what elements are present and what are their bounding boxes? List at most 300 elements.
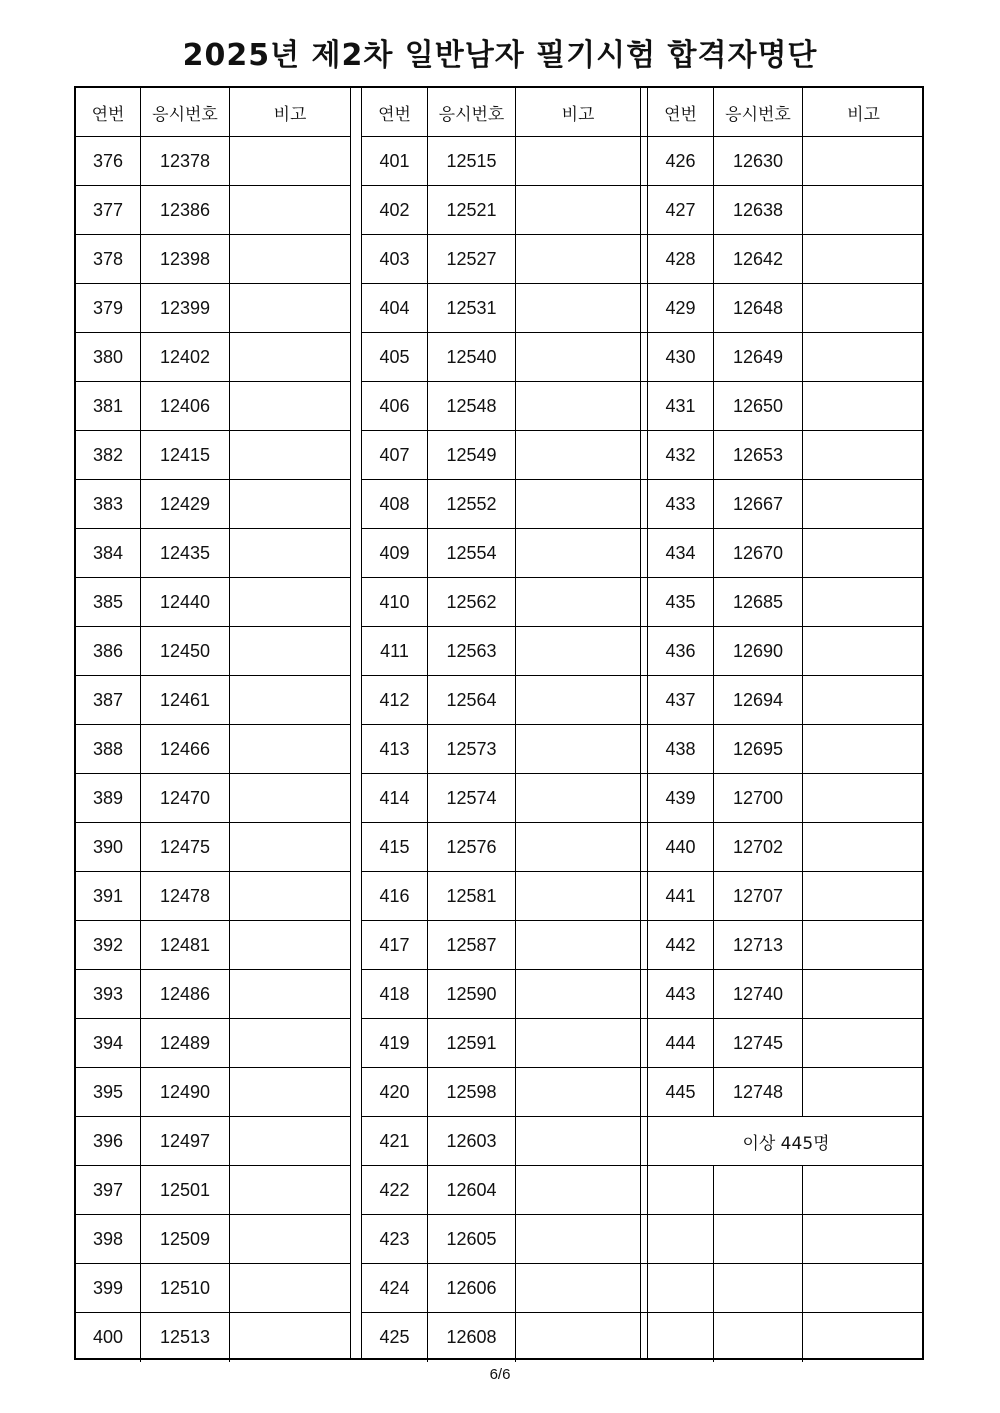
remark-cell	[803, 1215, 924, 1263]
exam-number: 12702	[714, 823, 803, 871]
exam-number: 12378	[141, 137, 230, 185]
table-row	[76, 1264, 350, 1313]
row-number: 406	[362, 382, 428, 430]
table-row	[648, 676, 924, 725]
remark-cell	[230, 1166, 350, 1214]
exam-number: 12745	[714, 1019, 803, 1067]
exam-number: 12552	[428, 480, 516, 528]
remark-cell	[230, 725, 350, 773]
table-row	[362, 1117, 648, 1166]
exam-number: 12598	[428, 1068, 516, 1116]
row-number: 441	[648, 872, 714, 920]
row-number: 392	[76, 921, 141, 969]
remark-cell	[803, 1313, 924, 1362]
row-number: 437	[648, 676, 714, 724]
exam-number: 12478	[141, 872, 230, 920]
exam-number: 12603	[428, 1117, 516, 1165]
exam-number: 12649	[714, 333, 803, 381]
roster-column-3	[648, 88, 924, 1362]
header-exam-id: 응시번호	[428, 88, 516, 136]
row-number: 380	[76, 333, 141, 381]
table-row	[648, 1264, 924, 1313]
row-number: 393	[76, 970, 141, 1018]
row-number: 414	[362, 774, 428, 822]
row-number: 435	[648, 578, 714, 626]
table-row	[362, 676, 648, 725]
table-row	[76, 1166, 350, 1215]
table-row	[648, 1166, 924, 1215]
table-row	[76, 627, 350, 676]
table-row	[76, 578, 350, 627]
table-row	[362, 1019, 648, 1068]
row-number: 443	[648, 970, 714, 1018]
exam-number	[714, 1264, 803, 1312]
exam-number: 12581	[428, 872, 516, 920]
row-number: 419	[362, 1019, 428, 1067]
exam-number: 12501	[141, 1166, 230, 1214]
table-row	[362, 431, 648, 480]
remark-cell	[516, 578, 640, 626]
remark-cell	[516, 872, 640, 920]
remark-cell	[803, 284, 924, 332]
remark-cell	[516, 970, 640, 1018]
header-row	[362, 88, 648, 137]
remark-cell	[230, 921, 350, 969]
table-row	[362, 529, 648, 578]
remark-cell	[516, 284, 640, 332]
table-row	[76, 480, 350, 529]
row-number: 422	[362, 1166, 428, 1214]
table-row	[362, 1215, 648, 1264]
table-row	[362, 382, 648, 431]
row-number	[648, 1215, 714, 1263]
remark-cell	[803, 1264, 924, 1312]
table-row	[648, 1019, 924, 1068]
remark-cell	[230, 578, 350, 626]
exam-number: 12564	[428, 676, 516, 724]
row-number: 387	[76, 676, 141, 724]
table-row	[76, 1019, 350, 1068]
table-row	[76, 1117, 350, 1166]
exam-number: 12386	[141, 186, 230, 234]
header-row	[76, 88, 350, 137]
header-exam-id: 응시번호	[714, 88, 803, 136]
remark-cell	[803, 1166, 924, 1214]
row-number: 416	[362, 872, 428, 920]
header-no: 연번	[648, 88, 714, 136]
exam-number: 12700	[714, 774, 803, 822]
exam-number	[714, 1215, 803, 1263]
row-number: 433	[648, 480, 714, 528]
table-row	[76, 333, 350, 382]
table-row	[76, 1313, 350, 1362]
exam-number: 12450	[141, 627, 230, 675]
table-row	[362, 774, 648, 823]
table-row	[648, 1068, 924, 1117]
remark-cell	[516, 1313, 640, 1362]
exam-number: 12748	[714, 1068, 803, 1116]
exam-number: 12481	[141, 921, 230, 969]
exam-number: 12573	[428, 725, 516, 773]
table-row	[362, 578, 648, 627]
row-number: 440	[648, 823, 714, 871]
row-number: 436	[648, 627, 714, 675]
remark-cell	[230, 235, 350, 283]
exam-number: 12489	[141, 1019, 230, 1067]
exam-number: 12563	[428, 627, 516, 675]
remark-cell	[803, 1068, 924, 1116]
remark-cell	[230, 1117, 350, 1165]
row-number: 423	[362, 1215, 428, 1263]
table-row	[648, 725, 924, 774]
remark-cell	[230, 676, 350, 724]
row-number: 379	[76, 284, 141, 332]
table-row	[648, 333, 924, 382]
table-row	[648, 1117, 924, 1166]
remark-cell	[516, 1166, 640, 1214]
table-row	[76, 823, 350, 872]
table-row	[362, 235, 648, 284]
table-row	[76, 284, 350, 333]
exam-number: 12605	[428, 1215, 516, 1263]
remark-cell	[516, 1117, 640, 1165]
table-row	[648, 823, 924, 872]
table-row	[648, 382, 924, 431]
remark-cell	[803, 431, 924, 479]
remark-cell	[803, 480, 924, 528]
table-row	[76, 725, 350, 774]
table-row	[362, 1068, 648, 1117]
page-number: 6/6	[489, 1366, 511, 1383]
row-number: 394	[76, 1019, 141, 1067]
table-row	[648, 235, 924, 284]
exam-number: 12606	[428, 1264, 516, 1312]
exam-number: 12638	[714, 186, 803, 234]
row-number: 402	[362, 186, 428, 234]
row-number: 382	[76, 431, 141, 479]
row-number: 432	[648, 431, 714, 479]
remark-cell	[516, 1215, 640, 1263]
remark-cell	[803, 1019, 924, 1067]
exam-number: 12490	[141, 1068, 230, 1116]
exam-number: 12650	[714, 382, 803, 430]
exam-number: 12642	[714, 235, 803, 283]
exam-number: 12399	[141, 284, 230, 332]
exam-number: 12461	[141, 676, 230, 724]
row-number	[648, 1313, 714, 1362]
row-number: 438	[648, 725, 714, 773]
exam-number: 12497	[141, 1117, 230, 1165]
table-row	[362, 186, 648, 235]
column-divider	[350, 88, 362, 1358]
row-number: 404	[362, 284, 428, 332]
remark-cell	[803, 235, 924, 283]
remark-cell	[516, 627, 640, 675]
remark-cell	[516, 186, 640, 234]
table-row	[76, 137, 350, 186]
row-number: 381	[76, 382, 141, 430]
exam-number: 12435	[141, 529, 230, 577]
row-number	[648, 1264, 714, 1312]
column-divider	[640, 88, 648, 1358]
exam-number: 12521	[428, 186, 516, 234]
remark-cell	[803, 382, 924, 430]
exam-number: 12486	[141, 970, 230, 1018]
row-number: 431	[648, 382, 714, 430]
row-number: 407	[362, 431, 428, 479]
exam-number: 12429	[141, 480, 230, 528]
remark-cell	[803, 529, 924, 577]
table-row	[76, 1068, 350, 1117]
exam-number: 12475	[141, 823, 230, 871]
exam-number: 12608	[428, 1313, 516, 1362]
remark-cell	[516, 431, 640, 479]
table-row	[648, 137, 924, 186]
remark-cell	[516, 921, 640, 969]
remark-cell	[230, 872, 350, 920]
row-number	[648, 1166, 714, 1214]
remark-cell	[516, 1019, 640, 1067]
row-number: 376	[76, 137, 141, 185]
row-number: 444	[648, 1019, 714, 1067]
exam-number: 12667	[714, 480, 803, 528]
header-remark: 비고	[273, 104, 307, 125]
row-number: 442	[648, 921, 714, 969]
row-number: 397	[76, 1166, 141, 1214]
remark-cell	[516, 480, 640, 528]
row-number: 403	[362, 235, 428, 283]
header-remark: 비고	[561, 104, 595, 125]
table-row	[648, 186, 924, 235]
exam-number: 12398	[141, 235, 230, 283]
table-row	[76, 529, 350, 578]
table-row	[362, 284, 648, 333]
remark-cell	[230, 1019, 350, 1067]
table-row	[362, 480, 648, 529]
exam-number: 12574	[428, 774, 516, 822]
table-row	[648, 578, 924, 627]
table-row	[362, 1166, 648, 1215]
remark-cell	[230, 480, 350, 528]
header-row	[648, 88, 924, 137]
remark-cell	[230, 627, 350, 675]
table-row	[648, 921, 924, 970]
header-exam-id: 응시번호	[141, 88, 230, 136]
remark-cell	[230, 1313, 350, 1362]
exam-number: 12540	[428, 333, 516, 381]
row-number: 417	[362, 921, 428, 969]
remark-cell	[230, 382, 350, 430]
exam-number: 12548	[428, 382, 516, 430]
exam-number: 12440	[141, 578, 230, 626]
remark-cell	[516, 529, 640, 577]
table-row	[648, 1313, 924, 1362]
exam-number: 12591	[428, 1019, 516, 1067]
table-row	[76, 872, 350, 921]
exam-number: 12630	[714, 137, 803, 185]
remark-cell	[230, 1068, 350, 1116]
remark-cell	[230, 137, 350, 185]
row-number: 439	[648, 774, 714, 822]
roster-column-2	[362, 88, 648, 1362]
remark-cell	[516, 774, 640, 822]
remark-cell	[230, 1215, 350, 1263]
exam-number: 12648	[714, 284, 803, 332]
table-row	[648, 431, 924, 480]
table-row	[76, 676, 350, 725]
table-row	[76, 1215, 350, 1264]
table-row	[362, 1313, 648, 1362]
table-row	[648, 480, 924, 529]
remark-cell	[803, 333, 924, 381]
remark-cell	[516, 137, 640, 185]
row-number: 429	[648, 284, 714, 332]
exam-number: 12466	[141, 725, 230, 773]
remark-cell	[230, 529, 350, 577]
row-number: 425	[362, 1313, 428, 1362]
exam-number: 12554	[428, 529, 516, 577]
row-number: 418	[362, 970, 428, 1018]
row-number: 428	[648, 235, 714, 283]
exam-number: 12690	[714, 627, 803, 675]
remark-cell	[516, 333, 640, 381]
exam-number: 12653	[714, 431, 803, 479]
exam-number: 12685	[714, 578, 803, 626]
table-row	[648, 627, 924, 676]
table-row	[76, 382, 350, 431]
header-no: 연번	[362, 88, 428, 136]
table-row	[362, 823, 648, 872]
row-number: 408	[362, 480, 428, 528]
remark-cell	[516, 235, 640, 283]
remark-cell	[230, 186, 350, 234]
remark-cell	[803, 627, 924, 675]
remark-cell	[230, 1264, 350, 1312]
row-number: 412	[362, 676, 428, 724]
remark-cell	[803, 137, 924, 185]
exam-number: 12549	[428, 431, 516, 479]
table-row	[648, 1215, 924, 1264]
row-number: 390	[76, 823, 141, 871]
table-row	[648, 872, 924, 921]
row-number: 377	[76, 186, 141, 234]
roster-table	[74, 86, 924, 1360]
remark-cell	[803, 872, 924, 920]
row-number: 405	[362, 333, 428, 381]
exam-number: 12509	[141, 1215, 230, 1263]
table-row	[648, 774, 924, 823]
remark-cell	[803, 578, 924, 626]
exam-number	[714, 1313, 803, 1362]
roster-column-1	[76, 88, 350, 1362]
remark-cell	[516, 1264, 640, 1312]
row-number: 421	[362, 1117, 428, 1165]
remark-cell	[803, 186, 924, 234]
exam-number: 12713	[714, 921, 803, 969]
row-number: 409	[362, 529, 428, 577]
remark-cell	[230, 333, 350, 381]
row-number: 391	[76, 872, 141, 920]
remark-cell	[230, 774, 350, 822]
row-number: 411	[362, 627, 428, 675]
table-row	[648, 529, 924, 578]
exam-number: 12513	[141, 1313, 230, 1362]
exam-number: 12515	[428, 137, 516, 185]
row-number: 410	[362, 578, 428, 626]
remark-cell	[516, 725, 640, 773]
remark-cell	[230, 970, 350, 1018]
table-row	[362, 872, 648, 921]
exam-number: 12604	[428, 1166, 516, 1214]
remark-cell	[230, 284, 350, 332]
exam-number: 12402	[141, 333, 230, 381]
row-number: 385	[76, 578, 141, 626]
table-row	[76, 186, 350, 235]
remark-cell	[516, 1068, 640, 1116]
exam-number: 12590	[428, 970, 516, 1018]
row-number: 399	[76, 1264, 141, 1312]
header-no: 연번	[76, 88, 141, 136]
exam-number: 12415	[141, 431, 230, 479]
header-remark: 비고	[847, 104, 880, 125]
exam-number: 12740	[714, 970, 803, 1018]
remark-cell	[803, 970, 924, 1018]
row-number: 396	[76, 1117, 141, 1165]
remark-cell	[516, 676, 640, 724]
table-row	[362, 970, 648, 1019]
row-number: 445	[648, 1068, 714, 1116]
row-number: 415	[362, 823, 428, 871]
table-row	[76, 431, 350, 480]
row-number: 426	[648, 137, 714, 185]
exam-number: 12695	[714, 725, 803, 773]
row-number: 388	[76, 725, 141, 773]
row-number: 389	[76, 774, 141, 822]
remark-cell	[803, 725, 924, 773]
row-number: 400	[76, 1313, 141, 1362]
exam-number: 12707	[714, 872, 803, 920]
table-row	[362, 333, 648, 382]
table-row	[76, 235, 350, 284]
row-number: 395	[76, 1068, 141, 1116]
exam-number: 12510	[141, 1264, 230, 1312]
row-number: 434	[648, 529, 714, 577]
table-row	[362, 137, 648, 186]
remark-cell	[803, 921, 924, 969]
row-number: 401	[362, 137, 428, 185]
row-number: 383	[76, 480, 141, 528]
remark-cell	[230, 431, 350, 479]
row-number: 424	[362, 1264, 428, 1312]
exam-number: 12587	[428, 921, 516, 969]
table-row	[76, 970, 350, 1019]
row-number: 430	[648, 333, 714, 381]
table-row	[362, 725, 648, 774]
table-row	[362, 921, 648, 970]
exam-number: 12576	[428, 823, 516, 871]
remark-cell	[230, 823, 350, 871]
table-row	[76, 921, 350, 970]
exam-number: 12531	[428, 284, 516, 332]
table-row	[362, 627, 648, 676]
exam-number: 12527	[428, 235, 516, 283]
page-title: 2025년 제2차 일반남자 필기시험 합격자명단	[182, 38, 818, 73]
table-row	[648, 970, 924, 1019]
row-number: 427	[648, 186, 714, 234]
table-row	[362, 1264, 648, 1313]
exam-number: 12670	[714, 529, 803, 577]
total-summary: 이상 445명	[742, 1133, 830, 1154]
